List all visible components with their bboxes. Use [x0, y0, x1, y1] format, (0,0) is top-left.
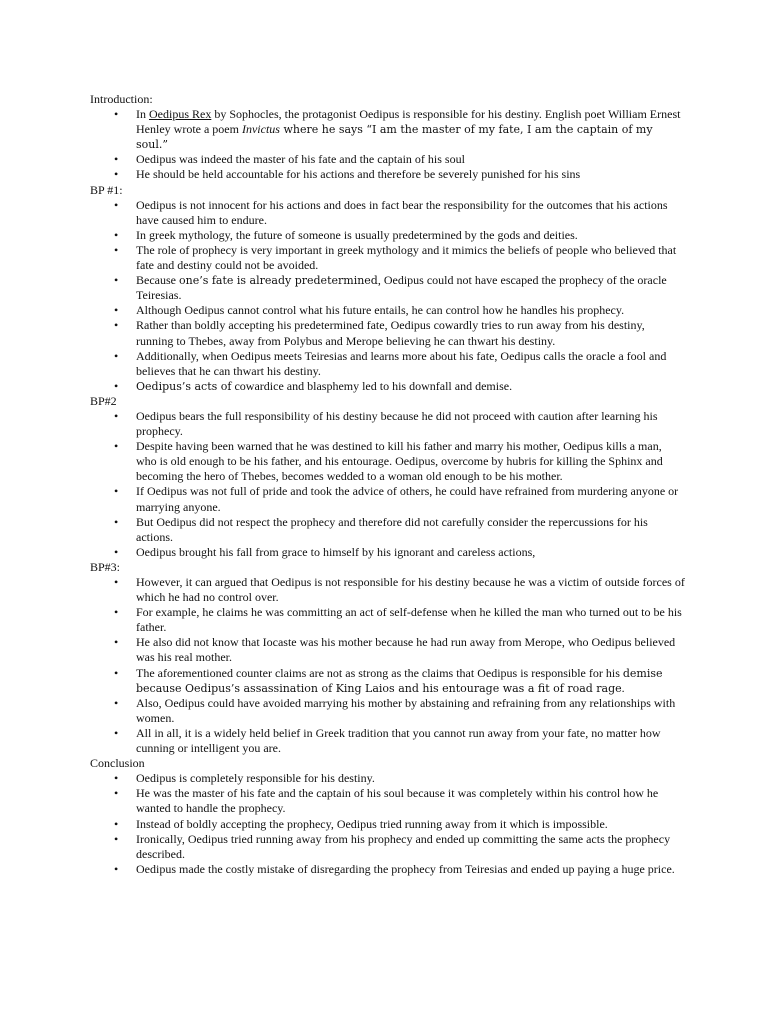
- section-heading-bp3: BP#3:: [90, 559, 121, 574]
- list-item: • Although Oedipus cannot control what his future entails, he can control how he handles his prophecy.: [136, 303, 685, 318]
- conclusion-list: [90, 771, 685, 877]
- list-item: • Instead of boldly accepting the prophecy, Oedipus tried running away from it which is impossible.: [136, 817, 685, 832]
- text-run: .: [621, 680, 625, 695]
- list-item: [136, 107, 685, 152]
- work-title-oedipus-rex: Oedipus Rex: [149, 107, 212, 122]
- list-item: [136, 379, 685, 394]
- list-item: • However, it can argued that Oedipus is not responsible for his destiny because he was a victim of outside forces of which he had no control over.: [136, 575, 685, 605]
- list-item: • For example, he claims he was committing an act of self-defense when he killed the man who turned out to be his father.: [136, 605, 685, 635]
- text-run: In: [136, 107, 149, 122]
- work-title-invictus: Invictus: [241, 122, 280, 137]
- text-run: , Oedipus could not have escaped the prophecy of the oracle Teiresias.: [136, 273, 667, 303]
- text-run: cowardice and blasphemy led to his downfall and demise.: [231, 378, 513, 393]
- list-item: • Oedipus brought his fall from grace to himself by his ignorant and careless actions,: [136, 545, 685, 560]
- section-heading-bp1: BP #1:: [90, 182, 123, 197]
- text-run: demise because Oedipus’s assassination of King Laios and his entourage was a fit of road rage: [136, 666, 663, 695]
- text-run: Oedipus’s acts of: [136, 379, 232, 393]
- text-run: The aforementioned counter claims are not as strong as the claims that Oedipus is responsible for his: [136, 665, 623, 680]
- section-heading-bp2: BP#2: [90, 393, 117, 408]
- bp2-list: [90, 409, 685, 560]
- list-item: • He also did not know that Iocaste was his mother because he had run away from Merope, who Oedipus believed was his real mother.: [136, 635, 685, 665]
- list-item: • In greek mythology, the future of someone is usually predetermined by the gods and deities.: [136, 228, 685, 243]
- section-heading-conclusion: Conclusion: [90, 756, 145, 771]
- list-item: • The role of prophecy is very important in greek mythology and it mimics the beliefs of people who believed that fate and destiny could not be avoided.: [136, 243, 685, 273]
- list-item: • He should be held accountable for his actions and therefore be severely punished for his sins: [136, 167, 685, 182]
- introduction-list: [90, 107, 685, 182]
- list-item: • Oedipus bears the full responsibility of his destiny because he did not proceed with caution after learning his prophecy.: [136, 409, 685, 439]
- list-item: • Rather than boldly accepting his predetermined fate, Oedipus cowardly tries to run away from his destiny, running to Thebes, away from Polybus and Merope believing he can thwart his destiny.: [136, 318, 685, 348]
- list-item: • Despite having been warned that he was destined to kill his father and marry his mother, Oedipus kills a man, who is old enough to be his father, and his entourage. Oedipus, overcome by hubris for killing the Sphinx and becoming the hero of Thebes, becomes wedded to a woman old enough to be his mother.: [136, 439, 685, 484]
- list-item: • Additionally, when Oedipus meets Teiresias and learns more about his fate, Oedipus calls the oracle a fool and believes that he can thwart his destiny.: [136, 349, 685, 379]
- text-run: Because: [136, 273, 179, 288]
- text-run: one’s fate is already predetermined: [178, 274, 378, 288]
- list-item: [136, 273, 685, 303]
- list-item: • Also, Oedipus could have avoided marrying his mother by abstaining and refraining from any relationships with women.: [136, 696, 685, 726]
- outline-document: [90, 92, 685, 877]
- list-item: • Oedipus made the costly mistake of disregarding the prophecy from Teiresias and ended up paying a huge price.: [136, 862, 685, 877]
- list-item: • But Oedipus did not respect the prophecy and therefore did not carefully consider the repercussions for his actions.: [136, 515, 685, 545]
- bp1-list: [90, 198, 685, 394]
- quote-text: where he says “I am the master of my fate, I am the captain of my soul.”: [136, 123, 653, 152]
- list-item: • Oedipus is not innocent for his actions and does in fact bear the responsibility for the outcomes that his actions have caused him to endure.: [136, 198, 685, 228]
- list-item: • If Oedipus was not full of pride and took the advice of others, he could have refrained from murdering anyone or marrying anyone.: [136, 484, 685, 514]
- list-item: • All in all, it is a widely held belief in Greek tradition that you cannot run away from your fate, no matter how cunning or intelligent you are.: [136, 726, 685, 756]
- list-item: [136, 666, 685, 696]
- bp3-list: [90, 575, 685, 756]
- list-item: • He was the master of his fate and the captain of his soul because it was completely within his control how he wanted to handle the prophecy.: [136, 786, 685, 816]
- list-item: • Oedipus is completely responsible for his destiny.: [136, 771, 685, 786]
- list-item: • Ironically, Oedipus tried running away from his prophecy and ended up committing the same acts the prophecy described.: [136, 832, 685, 862]
- list-item: • Oedipus was indeed the master of his fate and the captain of his soul: [136, 152, 685, 167]
- text-run: by Sophocles, the protagonist Oedipus is responsible for his destiny. English poet William Ernest Henley wrote a poem: [136, 107, 681, 137]
- section-heading-introduction: Introduction:: [90, 92, 153, 106]
